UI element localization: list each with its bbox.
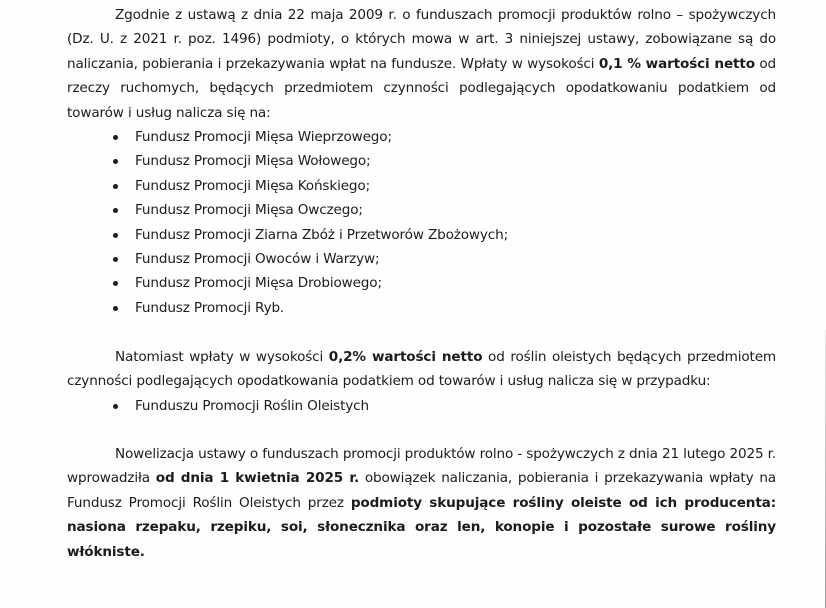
list-item [67,394,776,418]
paragraph1-text-b: od rzeczy ruchomych, będących przedmiotem czynności podlegających opodatkowaniu podatkiem od towarów i usług nalicza się na: [67,55,777,121]
list-item-text: Fundusz Promocji Mięsa Wołowego; [135,153,371,170]
bullet-icon [113,281,118,286]
spacer [67,418,776,442]
paragraph2-text-a: Natomiast wpłaty w wysokości [115,348,329,365]
paragraph1-text-a: Zgodnie z ustawą z dnia 22 maja 2009 r. o funduszach promocji produktów rolno – spożywczych (Dz. U. z 2021 r. poz. 1496) podmioty, o których mowa w art. 3 niniejszej ustawy, zobowiązane są do naliczania, pobierania i przekazywania wpłat na fundusze. Wpłaty w wysokości [67,7,776,72]
paragraph3-entities-bold: podmioty skupujące rośliny oleiste od ich producenta: nasiona rzepaku, rzepiku, soi, słonecznika oraz len, konopie i pozostałe surowe rośliny włókniste. [67,494,776,560]
bullet-icon [113,257,118,262]
oil-fund-list [67,394,776,418]
list-item-text: Fundusz Promocji Mięsa Owczego; [135,202,363,219]
list-item-text: Fundusz Promocji Mięsa Końskiego; [135,177,371,194]
bullet-icon [113,208,118,213]
bullet-icon [113,135,118,140]
bullet-icon [113,233,118,238]
bullet-icon [113,306,118,311]
list-item [67,125,776,149]
list-item [67,174,776,198]
document-body [67,3,776,564]
spacer [67,320,776,345]
bullet-icon [113,184,118,189]
paragraph1-rate-bold: 0,1 % wartości netto [598,55,755,72]
paragraph3-text-b: obowiązek naliczania, pobierania i przekazywania wpłaty na Fundusz Promocji Roślin Oleistych przez [67,470,776,511]
list-item [67,247,776,271]
bullet-icon [113,404,118,409]
paragraph2-text-b: od roślin oleistych będących przedmiotem czynności podlegających opodatkowania podatkiem od towarów i usług nalicza się w przypadku: [67,348,776,390]
paragraph3-date-bold: od dnia 1 kwietnia 2025 r. [155,470,359,487]
list-item [67,149,776,173]
list-item [67,296,776,320]
bullet-icon [113,159,118,164]
list-item-text: Fundusz Promocji Owoców i Warzyw; [135,250,380,267]
list-item-text: Fundusz Promocji Mięsa Drobiowego; [135,275,382,292]
list-item-text: Funduszu Promocji Roślin Oleistych [135,397,369,414]
list-item-text: Fundusz Promocji Mięsa Wieprzowego; [135,129,392,146]
funds-list [67,125,776,320]
list-item-text: Fundusz Promocji Ryb. [135,299,285,316]
list-item-text: Fundusz Promocji Ziarna Zbóż i Przetworów Zbożowych; [135,226,509,243]
list-item [67,271,776,295]
paragraph2-rate-bold: 0,2% wartości netto [328,348,483,365]
paragraph-oilseed-contributions [67,345,776,394]
paragraph3-text-a: Nowelizacja ustawy o funduszach promocji produktów rolno - spożywczych z dnia 21 lutego 2025 r. wprowadziła [67,445,776,487]
paragraph-amendment [67,442,776,564]
list-item [67,198,776,222]
paragraph-fund-contributions [67,3,776,125]
list-item [67,223,776,247]
